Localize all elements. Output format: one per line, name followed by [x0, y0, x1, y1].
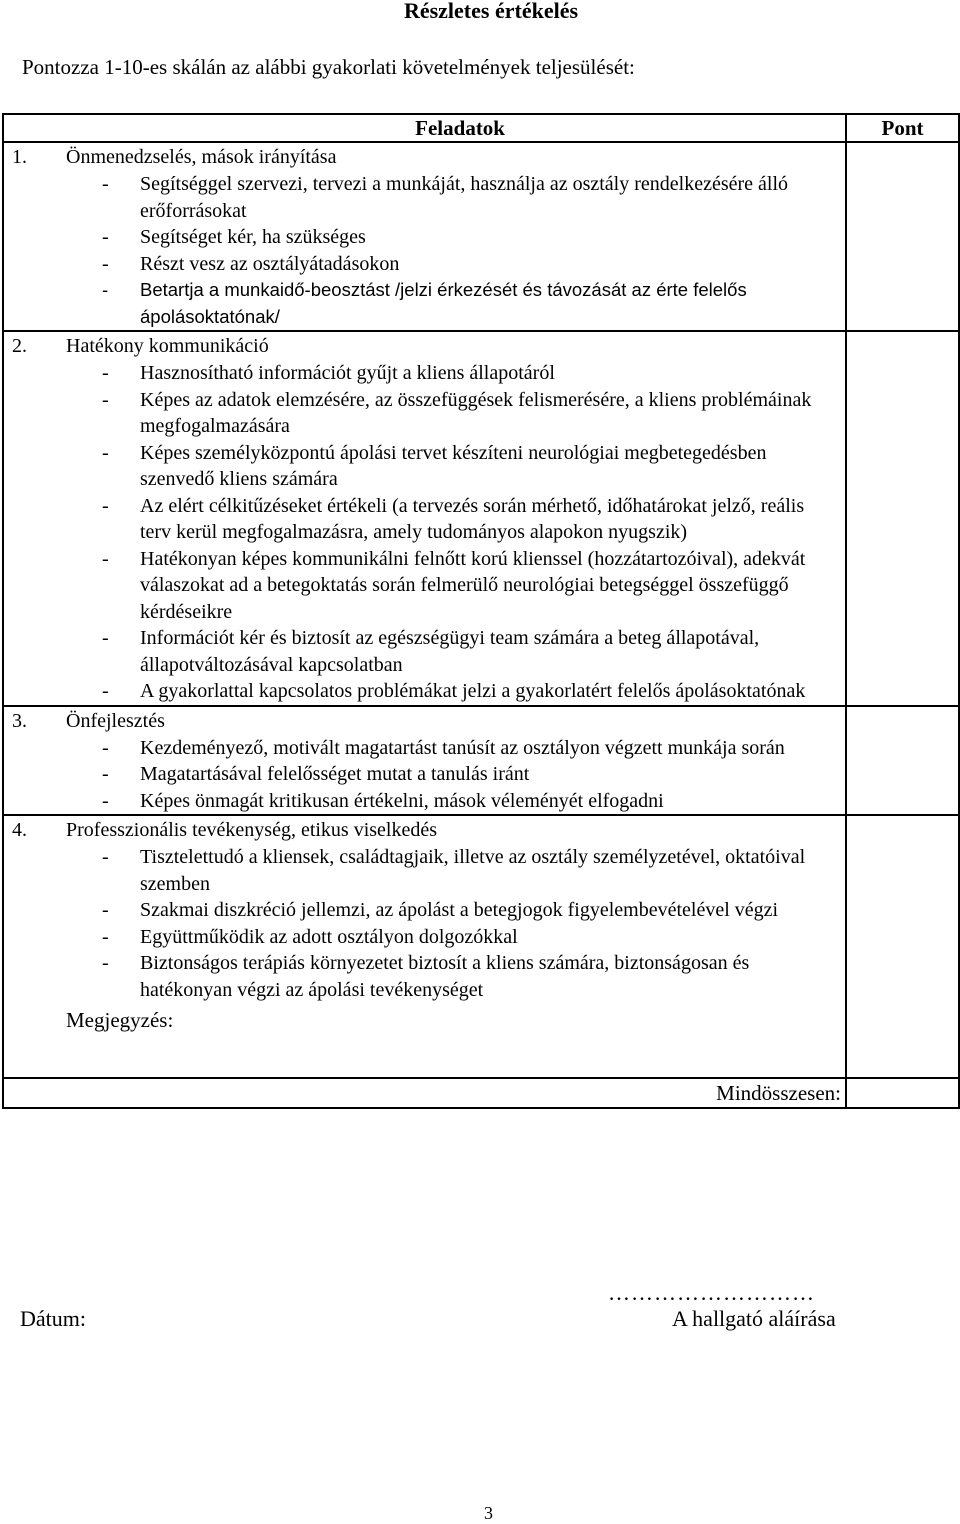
list-item: - Hasznosítható információt gyűjt a kliens állapotáról — [102, 362, 555, 384]
section-row — [3, 142, 959, 331]
points-cell[interactable] — [846, 815, 959, 1078]
section-4 — [4, 816, 845, 1077]
list-item: - Magatartásával felelősséget mutat a tanulás iránt — [102, 763, 530, 785]
section-row — [3, 331, 959, 706]
points-cell[interactable] — [846, 142, 959, 331]
list-item: - Képes az adatok elemzésére, az összefüggések felismerésére, a kliens problémáinak megfogalmazására — [102, 388, 812, 437]
section-1 — [4, 143, 845, 330]
section-title: Hatékony kommunikáció — [66, 335, 269, 357]
section-number: 2. — [12, 335, 27, 357]
list-item: - Kezdeményező, motivált magatartást tanúsít az osztályon végzett munkája során — [102, 736, 785, 759]
list-item: - Részt vesz az osztályátadásokon — [102, 252, 400, 275]
page-title: Részletes értékelés — [403, 0, 579, 23]
page-number: 3 — [484, 1503, 493, 1523]
section-row — [3, 815, 959, 1078]
points-cell[interactable] — [846, 331, 959, 706]
list-item: - Hatékonyan képes kommunikálni felnőtt korú klienssel (hozzátartozóival), adekvát válaszokat ad a betegoktatás során felmerülő neurológiai betegséggel összefüggő kérdéseikre — [102, 547, 806, 623]
list-item: - Betartja a munkaidő-beosztást /jelzi érkezését és távozását az érte felelős ápolásoktatónak/ — [102, 279, 747, 327]
section-number: 3. — [12, 709, 27, 732]
signature-label: A hallgató aláírása — [672, 1306, 836, 1331]
list-item: - A gyakorlattal kapcsolatos problémákat jelzi a gyakorlatért felelős ápolásoktatónak — [102, 680, 806, 702]
total-points-cell[interactable] — [846, 1078, 959, 1108]
section-3 — [4, 707, 845, 815]
list-item: - Szakmai diszkréció jellemzi, az ápolást a betegjogok figyelembevételével végzi — [102, 899, 779, 921]
total-label: Mindösszesen: — [3, 1078, 846, 1108]
list-item: - Segítséget kér, ha szükséges — [102, 226, 366, 248]
list-item: - Képes önmagát kritikusan értékelni, mások véleményét elfogadni — [102, 789, 664, 812]
list-item: - Tisztelettudó a kliensek, családtagjaik, illetve az osztály személyzetével, oktatóival szemben — [102, 846, 806, 895]
total-row — [3, 1078, 959, 1108]
section-title: Professzionális tevékenység, etikus viselkedés — [66, 819, 438, 841]
list-item: - Információt kér és biztosít az egészségügyi team számára a beteg állapotával, állapotváltozásával kapcsolatban — [102, 627, 760, 676]
signature-line[interactable]: ……………………… — [608, 1280, 815, 1305]
section-row — [3, 706, 959, 816]
list-item: - Képes személyközpontú ápolási tervet készíteni neurológiai megbetegedésben szenvedő kliens számára — [102, 441, 767, 490]
points-header: Pont — [846, 114, 959, 142]
evaluation-table — [2, 113, 960, 1109]
section-2 — [4, 332, 845, 705]
section-title: Önfejlesztés — [66, 709, 165, 732]
list-item: - Az elért célkitűzéseket értékeli (a tervezés során mérhető, időhatárokat jelző, reális terv kerül megfogalmazásra, amely tudományos alapokon nyugszik) — [102, 494, 805, 543]
list-item: - Biztonságos terápiás környezetet biztosít a kliens számára, biztonságosan és hatékonyan végzi az ápolási tevékenységet — [102, 952, 750, 1001]
list-item: - Együttműködik az adott osztályon dolgozókkal — [102, 925, 518, 948]
section-number: 4. — [12, 819, 27, 841]
note-label: Megjegyzés: — [66, 1008, 174, 1032]
tasks-header: Feladatok — [3, 114, 846, 142]
section-title: Önmenedzselés, mások irányítása — [66, 146, 337, 168]
intro-text: Pontozza 1-10-es skálán az alábbi gyakorlati követelmények teljesülését: — [22, 55, 635, 79]
date-label: Dátum: — [20, 1306, 86, 1331]
list-item: - Segítséggel szervezi, tervezi a munkáját, használja az osztály rendelkezésére álló erőforrásokat — [102, 173, 789, 222]
note-field[interactable] — [4, 1003, 845, 1077]
points-cell[interactable] — [846, 706, 959, 816]
section-number: 1. — [12, 146, 27, 168]
table-header-row — [3, 114, 959, 142]
